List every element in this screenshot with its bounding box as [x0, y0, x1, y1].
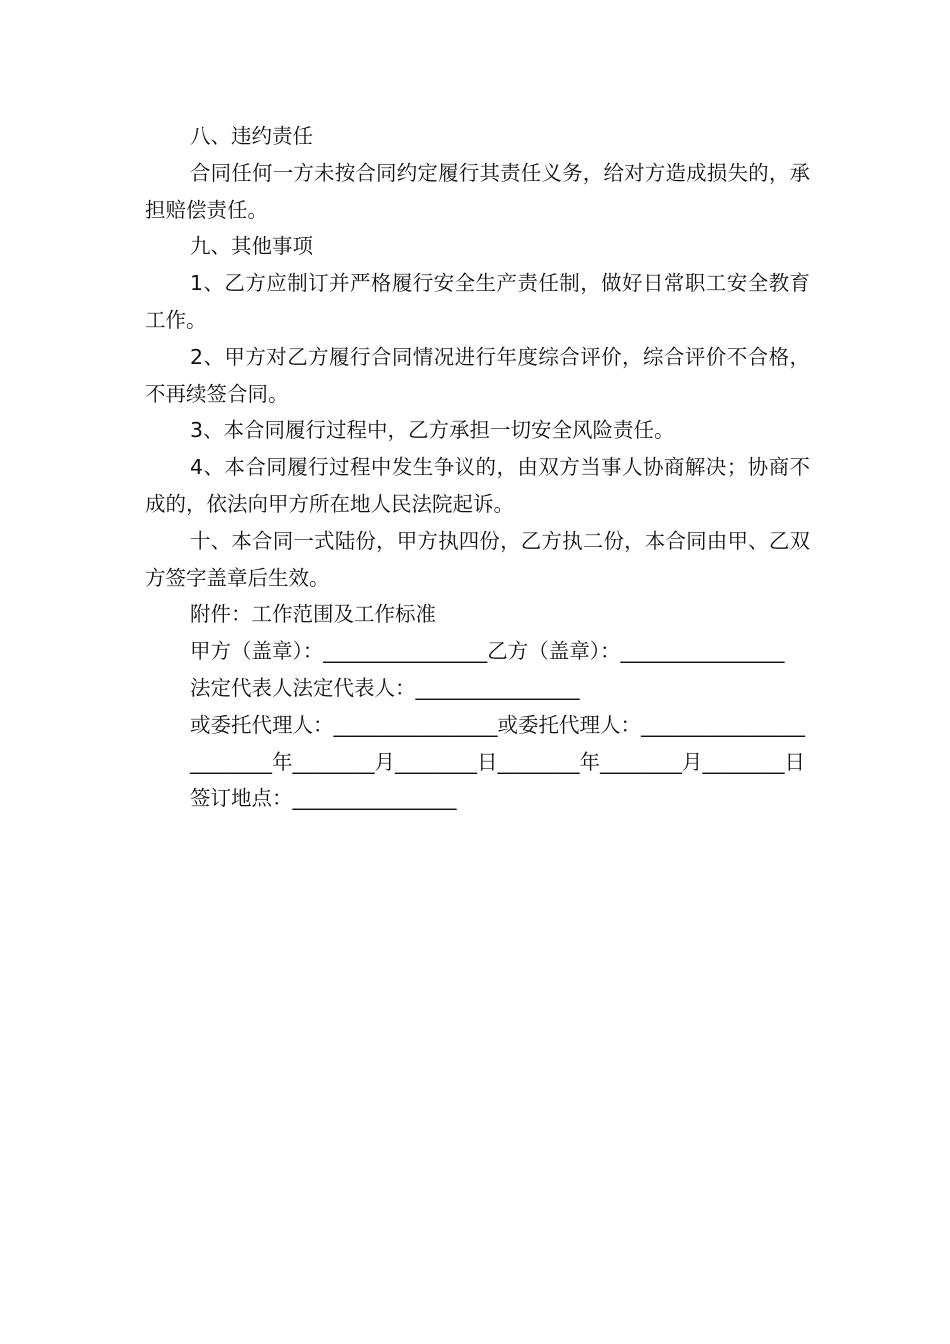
section-heading-other-matters: 九、其他事项 [190, 234, 313, 259]
authorized-agent-line: 或委托代理人：________________或委托代理人：________________ [190, 712, 805, 737]
other-matters-item-3: 3、本合同履行过程中，乙方承担一切安全风险责任。 [190, 418, 675, 443]
document-body [145, 118, 810, 817]
other-matters-item-1: 1、乙方应制订并严格履行安全生产责任制，做好日常职工安全教育工作。 [145, 271, 810, 332]
legal-representative-line: 法定代表人法定代表人：________________ [190, 675, 580, 700]
section-heading-breach-liability: 八、违约责任 [190, 124, 313, 148]
breach-liability-text: 合同任何一方未按合同约定履行其责任义务，给对方造成损失的，承担赔偿责任。 [145, 160, 810, 222]
signing-place-line: 签订地点：________________ [190, 786, 457, 811]
signing-date-line: ________年________月________日________年________月________日 [190, 749, 805, 774]
other-matters-item-2: 2、甲方对乙方履行合同情况进行年度综合评价，综合评价不合格，不再续签合同。 [145, 344, 810, 406]
other-matters-item-4: 4、本合同履行过程中发生争议的，由双方当事人协商解决；协商不成的，依法向甲方所在地人民法院起诉。 [145, 455, 810, 516]
attachment-line: 附件：工作范围及工作标准 [190, 602, 436, 627]
party-seal-line: 甲方（盖章）：________________乙方（盖章）：________________ [190, 639, 785, 664]
section-copies-clause: 十、本合同一式陆份，甲方执四份，乙方执二份，本合同由甲、乙双方签字盖章后生效。 [145, 528, 810, 590]
